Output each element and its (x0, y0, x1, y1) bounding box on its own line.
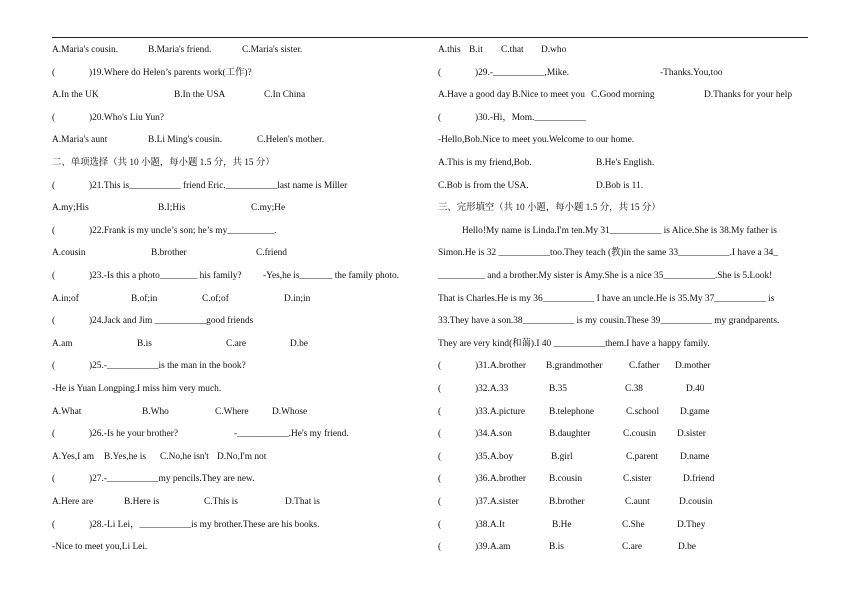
text-segment: A.my;His (52, 203, 89, 214)
text-segment: )25.-___________is the man in the book? (89, 361, 246, 372)
text-segment: A.Have a good day (438, 90, 511, 101)
text-segment: A.Maria's cousin. (52, 45, 119, 55)
text-segment: D.game (680, 406, 710, 417)
answer-bracket: ( (438, 519, 442, 530)
text-segment: B.He (552, 519, 572, 530)
text-segment: B.it (469, 45, 483, 55)
text-segment: C.father (629, 361, 660, 372)
text-segment: D.No,I'm not (217, 451, 267, 462)
text-segment: D.in;in (284, 293, 311, 304)
text-segment: D.be (290, 338, 308, 349)
text-segment: C.sister (623, 474, 652, 485)
answer-bracket: ( (52, 361, 56, 372)
text-segment: A.Here are (52, 497, 94, 507)
answer-bracket: ( (52, 225, 56, 236)
text-segment: B.Here is (124, 497, 160, 507)
text-segment: D.friend (683, 474, 715, 485)
text-segment: C.friend (256, 248, 287, 259)
text-segment: D.who (541, 45, 567, 55)
text-segment: )21.This is___________ friend Eric.___________last name is Miller (89, 180, 348, 191)
answer-bracket: ( (52, 429, 56, 440)
text-segment: A.am (52, 338, 73, 349)
answer-bracket: ( (52, 271, 56, 281)
answer-bracket: ( (52, 316, 56, 327)
answer-bracket: ( (52, 112, 56, 123)
text-segment: C.are (622, 542, 643, 553)
text-segment: D.be (678, 542, 696, 553)
text-segment: -Thanks.You,too (660, 67, 723, 78)
text-segment: B.I;His (158, 203, 186, 214)
text-segment: B.of;in (131, 293, 158, 304)
text-segment: D.Bob is 11. (596, 180, 644, 191)
text-segment: C.This is (204, 497, 238, 507)
text-segment: )28.-Li Lei，___________is my brother.These are his books. (89, 519, 320, 530)
text-segment: C.Good morning (591, 90, 655, 101)
text-segment: 二、单项选择（共 10 小题，每小题 1.5 分，共 15 分） (52, 158, 275, 168)
text-segment: C.Helen's mother. (257, 135, 325, 146)
text-segment: C.38 (625, 384, 643, 394)
text-segment: )37.A.sister (475, 497, 519, 507)
text-segment: D.name (680, 451, 710, 462)
text-segment: Simon.He is 32 ___________too.They teach (教)in the same 33___________.I have a 34_ (438, 248, 779, 259)
text-segment: C.In China (264, 90, 306, 101)
text-segment: B.brother (151, 248, 187, 259)
text-segment: A.cousin (52, 248, 86, 259)
text-segment: A.Maria's aunt (52, 135, 108, 146)
text-segment: -He is Yuan Longping.I miss him very much. (52, 384, 222, 394)
answer-bracket: ( (438, 542, 442, 553)
text-segment: D.That is (285, 497, 320, 507)
text-segment: B.cousin (549, 474, 583, 485)
text-segment: D.40 (686, 384, 705, 394)
text-segment: C.Bob is from the USA. (438, 180, 529, 191)
text-segment: C.aunt (625, 497, 650, 507)
text-segment: )26.-Is he your brother? (89, 429, 179, 440)
answer-bracket: ( (52, 67, 56, 78)
text-segment: B.Who (142, 406, 169, 417)
text-segment: -Hello,Bob.Nice to meet you.Welcome to our home. (438, 135, 635, 146)
header-rule (52, 37, 808, 38)
answer-bracket: ( (438, 497, 442, 507)
text-segment: A.Yes,I am (52, 451, 95, 462)
text-segment: )33.A.picture (475, 406, 525, 417)
text-segment: B.In the USA (174, 90, 226, 101)
text-segment: )31.A.brother (475, 361, 527, 372)
text-segment: D.They (677, 519, 706, 530)
answer-bracket: ( (52, 519, 56, 530)
answer-bracket: ( (438, 474, 442, 485)
text-segment: C.She (622, 519, 645, 530)
text-segment: B.daughter (549, 429, 591, 440)
text-segment: D.mother (675, 361, 711, 372)
answer-bracket: ( (438, 384, 442, 394)
text-segment: B.brother (549, 497, 585, 507)
text-segment: A.In the UK (52, 90, 99, 101)
text-segment: That is Charles.He is my 36___________ I have an uncle.He is 35.My 37___________ is (438, 293, 775, 304)
text-segment: A.This is my friend,Bob. (438, 158, 532, 168)
text-segment: A.this (438, 45, 461, 55)
text-segment: )30.-Hi，Mom.___________ (475, 112, 586, 123)
text-segment: )19.Where do Helen’s parents work(工作)? (89, 67, 252, 78)
text-segment: B.Li Ming's cousin. (148, 135, 223, 146)
text-segment: D.Thanks for your help (704, 90, 793, 101)
answer-bracket: ( (438, 406, 442, 417)
text-segment: )23.-Is this a photo________ his family? (89, 271, 242, 281)
text-segment: B.Maria's friend. (148, 45, 212, 55)
text-segment: A.What (52, 406, 82, 417)
text-segment: 33.They have a son.38___________ is my cousin.These 39___________ my grandparents. (438, 316, 780, 327)
text-segment: B.telephone (549, 406, 595, 417)
text-segment: )32.A.33 (475, 384, 509, 394)
answer-bracket: ( (438, 67, 442, 78)
text-segment: )39.A.am (475, 542, 511, 553)
text-segment: B.Nice to meet you (512, 90, 585, 101)
text-segment: )29.-___________,Mike. (475, 67, 570, 78)
text-segment: -Yes,he is_______ the family photo. (263, 271, 400, 281)
text-segment: D.sister (677, 429, 706, 440)
text-segment: B.He's English. (596, 158, 655, 168)
text-segment: B.Yes,he is (104, 451, 147, 462)
text-segment: C.school (626, 406, 660, 417)
answer-bracket: ( (438, 361, 442, 372)
text-segment: C.my;He (251, 203, 286, 214)
answer-bracket: ( (438, 451, 442, 462)
text-segment: )24.Jack and Jim ___________good friends (89, 316, 254, 327)
text-segment: __________ and a brother.My sister is Amy.She is a nice 35___________.She is 5.Look! (438, 271, 773, 281)
answer-bracket: ( (52, 474, 56, 485)
text-segment: C.are (226, 338, 247, 349)
text-segment: C.parent (626, 451, 659, 462)
text-segment: D.cousin (679, 497, 713, 507)
text-segment: -Nice to meet you,Li Lei. (52, 542, 148, 553)
text-segment: )36.A.brother (475, 474, 527, 485)
answer-bracket: ( (52, 180, 56, 191)
answer-bracket: ( (438, 112, 442, 123)
text-segment: B.is (137, 338, 152, 349)
text-segment: )38.A.It (475, 519, 505, 530)
text-segment: C.cousin (623, 429, 657, 440)
text-segment: They are very kind(和蔼).I 40 ___________them.I have a happy family. (438, 338, 710, 349)
text-segment: C.of;of (202, 293, 229, 304)
text-segment: C.Where (215, 406, 249, 417)
text-segment: C.that (501, 45, 524, 55)
text-segment: C.Maria's sister. (242, 45, 303, 55)
text-segment: C.No,he isn't (160, 451, 209, 462)
text-segment: B.35 (549, 384, 567, 394)
text-segment: A.in;of (52, 293, 79, 304)
text-segment: D.Whose (272, 406, 308, 417)
answer-bracket: ( (438, 429, 442, 440)
text-segment: 三、完形填空（共 10 小题，每小题 1.5 分，共 15 分） (438, 203, 661, 214)
text-segment: Hello!My name is Linda.I'm ten.My 31___________ is Alice.She is 38.My father is (462, 225, 777, 236)
text-segment: )27.-___________my pencils.They are new. (89, 474, 255, 485)
text-segment: )35.A.boy (475, 451, 514, 462)
text-segment: )34.A.son (475, 429, 512, 440)
text-segment: B.grandmother (546, 361, 603, 372)
text-segment: )20.Who's Liu Yun? (89, 112, 165, 123)
text-segment: B.is (549, 542, 564, 553)
text-segment: )22.Frank is my uncle’s son; he’s my__________. (89, 225, 277, 236)
text-segment: -___________.He's my friend. (234, 429, 349, 440)
text-segment: B.girl (551, 451, 573, 462)
